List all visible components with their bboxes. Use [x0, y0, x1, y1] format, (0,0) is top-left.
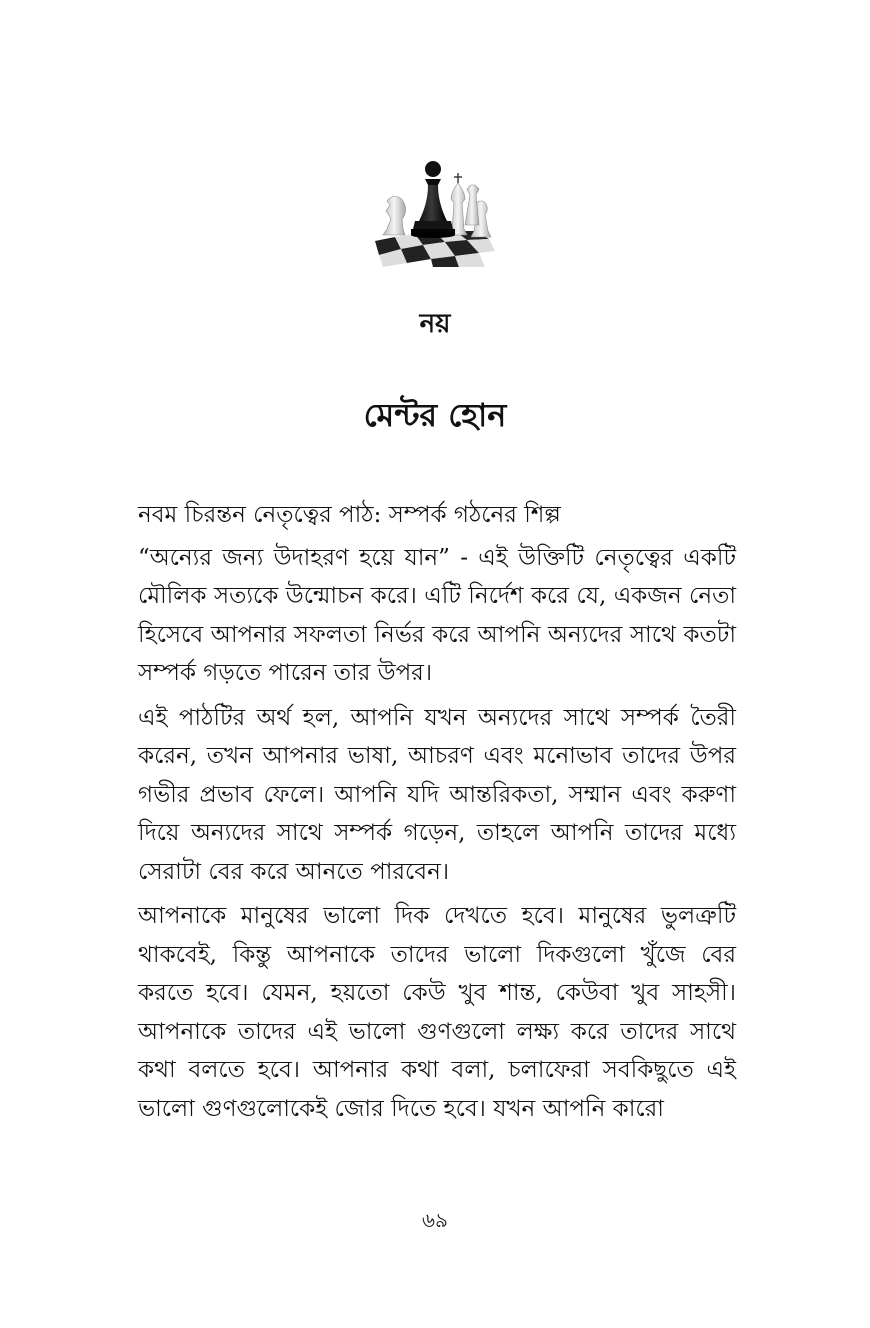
paragraph: এই পাঠটির অর্থ হল, আপনি যখন অন্যদের সাথে সম্পর্ক তৈরী করেন, তখন আপনার ভাষা, আচরণ এবং মনোভাব তাদের উপর গভীর প্রভাব ফেলে। আপনি যদি আন্তরিকতা, সম্মান এবং করুণা দিয়ে অন্যদের সাথে সম্পর্ক গড়েন, তাহলে আপনি তাদের মধ্যে সেরাটা বের করে আনতে পারবেন। [138, 704, 736, 885]
paragraph: “অন্যের জন্য উদাহরণ হয়ে যান” - এই উক্তিটি নেতৃত্বের একটি মৌলিক সত্যকে উন্মোচন করে। এটি নির্দেশ করে যে, একজন নেতা হিসেবে আপনার সফলতা নির্ভর করে আপনি অন্যদের সাথে কতটা সম্পর্ক গড়তে পারেন তার উপর। [138, 544, 736, 686]
body-text [138, 496, 736, 1134]
page-number: ৬৯ [422, 1208, 448, 1232]
lesson-heading: নবম চিরন্তন নেতৃত্বের পাঠ: সম্পর্ক গঠনের শিল্প [138, 502, 561, 528]
chapter-title: মেন্টর হোন [363, 396, 507, 434]
chess-pieces-icon [375, 145, 495, 267]
chapter-number: নয় [419, 309, 451, 339]
paragraph: আপনাকে মানুষের ভালো দিক দেখতে হবে। মানুষের ভুলত্রুটি থাকবেই, কিন্তু আপনাকে তাদের ভালো দিকগুলো খুঁজে বের করতে হবে। যেমন, হয়তো কেউ খুব শান্ত, কেউবা খুব সাহসী। আপনাকে তাদের এই ভালো গুণগুলো লক্ষ্য করে তাদের সাথে কথা বলতে হবে। আপনার কথা বলা, চলাফেরা সবকিছুতে এই ভালো গুণগুলোকেই জোর দিতে হবে। যখন আপনি কারো [138, 903, 736, 1122]
